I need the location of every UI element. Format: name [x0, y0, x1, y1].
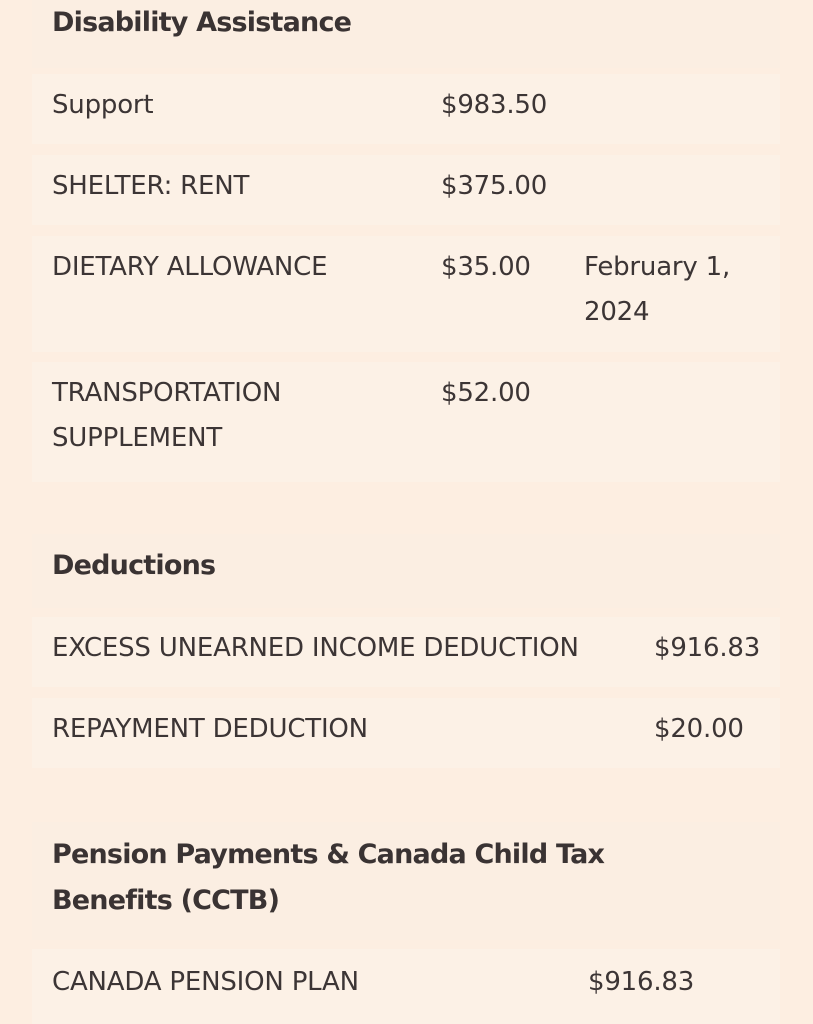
section-header: [32, 822, 780, 940]
row-label: SHELTER: RENT: [52, 171, 250, 201]
row-label: EXCESS UNEARNED INCOME DEDUCTION: [52, 633, 579, 663]
row-label: Support: [52, 90, 154, 120]
row-label: DIETARY ALLOWANCE: [52, 252, 328, 282]
row-amount: $35.00: [441, 252, 531, 282]
row-amount: $20.00: [654, 714, 744, 744]
deductions-section: [32, 534, 780, 779]
row-amount: $52.00: [441, 378, 531, 408]
row-label: CANADA PENSION PLAN: [52, 967, 359, 997]
section-header: [32, 0, 780, 68]
disability-assistance-section: [32, 0, 780, 490]
row-label: REPAYMENT DEDUCTION: [52, 714, 368, 744]
table-row: [32, 155, 780, 225]
table-row: [32, 74, 780, 144]
row-label: TRANSPORTATION SUPPLEMENT: [52, 378, 282, 453]
row-amount: $916.83: [588, 967, 695, 997]
section-heading: Pension Payments & Canada Child Tax Benefits (CCTB): [52, 839, 605, 916]
section-header: [32, 534, 780, 608]
pension-cctb-section: [32, 822, 780, 1024]
section-heading: Disability Assistance: [52, 7, 352, 38]
table-row: [32, 617, 780, 687]
section-heading: Deductions: [52, 550, 216, 581]
row-amount: $375.00: [441, 171, 548, 201]
table-row: [32, 698, 780, 768]
table-row: [32, 362, 780, 482]
row-effective-date: February 1, 2024: [584, 252, 731, 327]
table-row: [32, 949, 780, 1024]
table-row: [32, 236, 780, 352]
row-amount: $983.50: [441, 90, 548, 120]
row-amount: $916.83: [654, 633, 761, 663]
